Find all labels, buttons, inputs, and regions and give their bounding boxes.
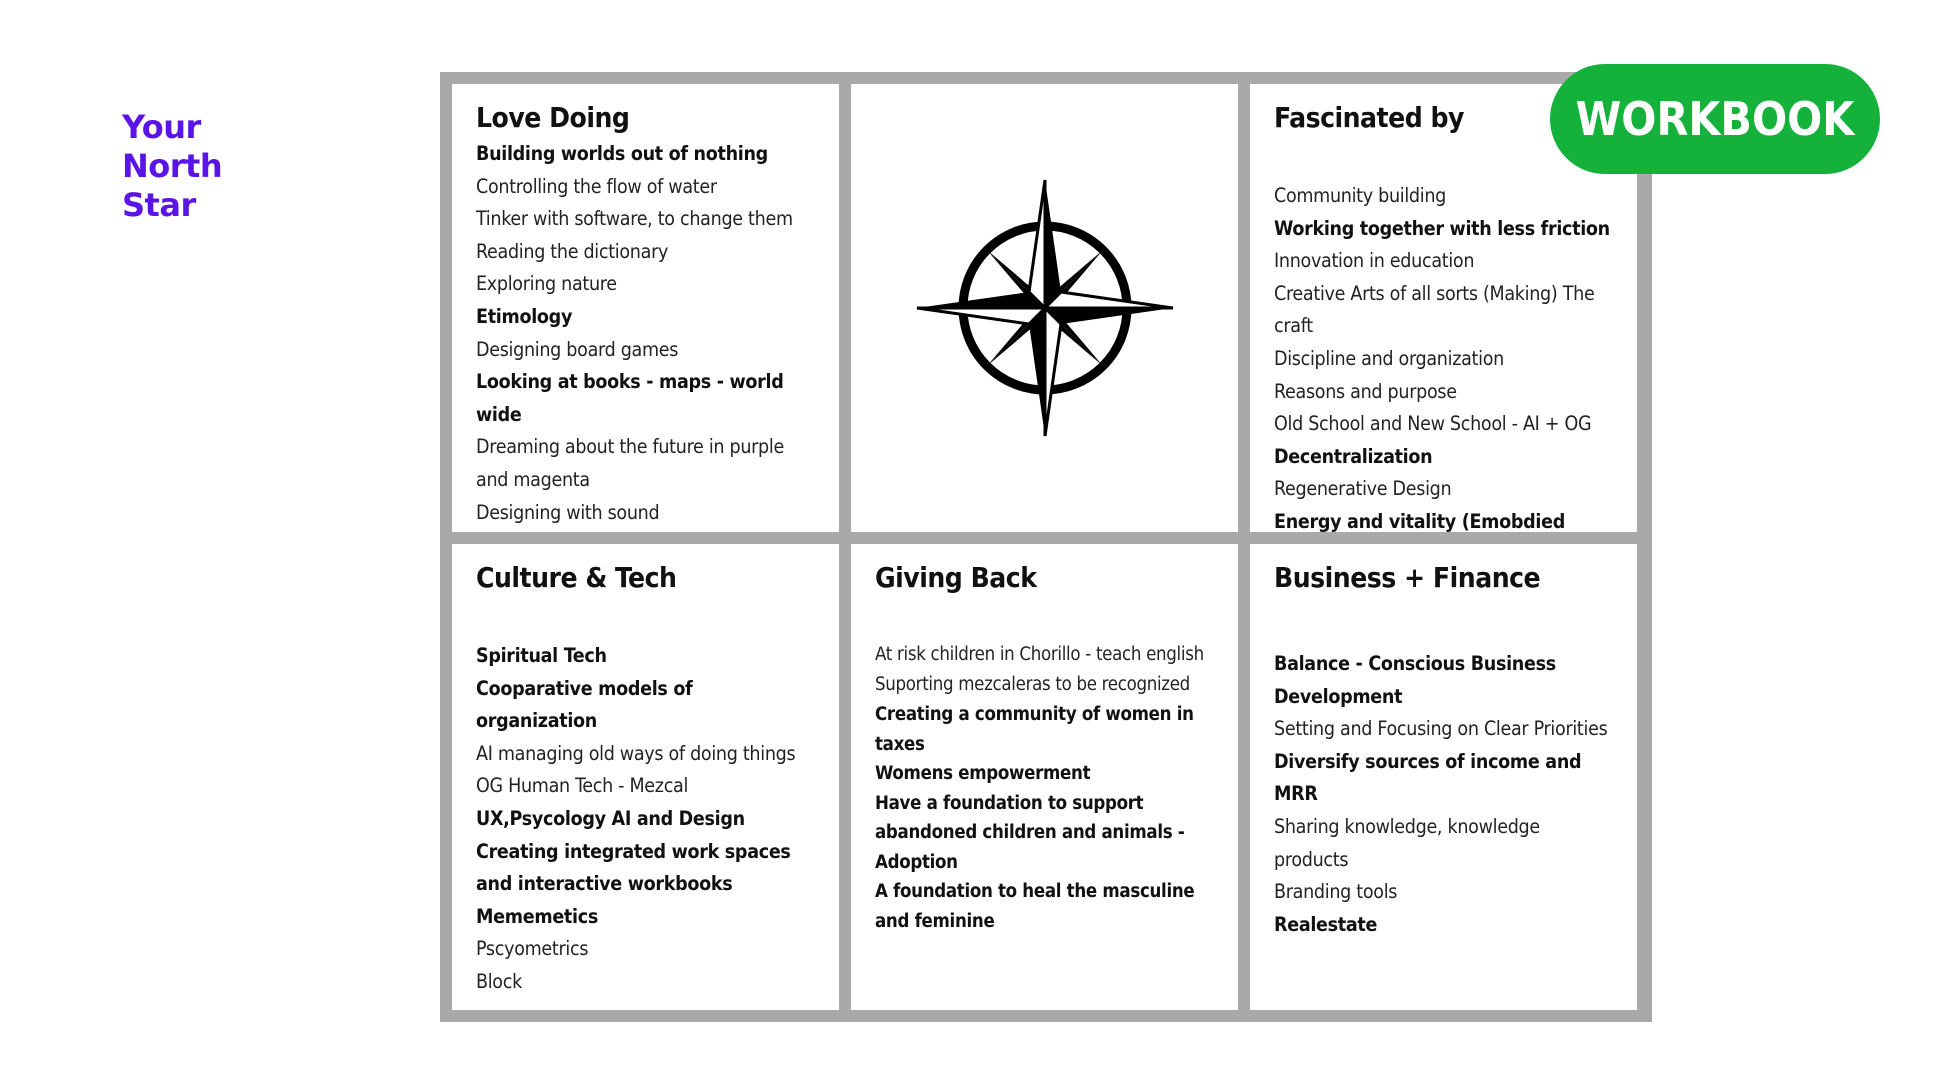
page-title-line-2: North: [122, 147, 223, 185]
workbook-badge-button[interactable]: WORKBOOK: [1550, 64, 1880, 174]
list-item: Old School and New School - AI + OG: [1274, 412, 1592, 436]
list-item: AI managing old ways of doing things: [476, 741, 796, 765]
list-item: Reading the dictionary: [476, 239, 669, 263]
cell-giving-back: [851, 544, 1238, 1010]
list-fascinated-by: [1274, 180, 1615, 571]
list-item: Designing with sound: [476, 500, 660, 524]
list-item: Branding tools: [1274, 880, 1398, 904]
list-item: Discipline and organization: [1274, 346, 1504, 370]
page-title: [122, 108, 262, 225]
list-item: Diversify sources of income and MRR: [1274, 749, 1582, 806]
list-item: Innovation in education: [1274, 249, 1475, 273]
cell-title-business-finance: Business + Finance: [1274, 561, 1541, 594]
cell-title-culture-tech: Culture & Tech: [476, 561, 677, 594]
list-item: Dreaming about the future in purple and magenta: [476, 435, 784, 491]
cell-compass: [851, 84, 1238, 532]
list-item: Regenerative Design: [1274, 477, 1452, 501]
list-item: Building worlds out of nothing: [476, 142, 768, 165]
north-star-grid: [440, 72, 1652, 1022]
list-item: Setting and Focusing on Clear Priorities: [1274, 717, 1608, 741]
list-item: A foundation to heal the masculine and feminine: [875, 881, 1195, 932]
list-business-finance: [1274, 648, 1615, 941]
cell-title-love-doing: Love Doing: [476, 101, 630, 134]
list-item: Spiritual Tech: [476, 644, 607, 667]
list-item: Mememetics: [476, 904, 598, 928]
list-item: Cooparative models of organization: [476, 676, 693, 733]
list-item: Creating a community of women in taxes: [875, 704, 1194, 755]
cell-title-fascinated-by: Fascinated by: [1274, 101, 1464, 134]
list-item: Exploring nature: [476, 272, 617, 296]
list-item: Creating integrated work spaces and interactive workbooks: [476, 839, 791, 896]
page-title-line-1: Your: [122, 108, 201, 146]
list-item: Creative Arts of all sorts (Making) The craft: [1274, 281, 1595, 338]
list-item: Energy and vitality (Emobdied: [1274, 509, 1565, 533]
list-item: Decentralization: [1274, 444, 1433, 468]
list-item: Etimology: [476, 304, 573, 328]
list-item: Realestate: [1274, 912, 1378, 936]
page-title-line-3: Star: [122, 186, 196, 224]
cell-business-finance: [1250, 544, 1637, 1010]
list-item: Pscyometrics: [476, 937, 589, 961]
list-love-doing: [476, 138, 817, 529]
list-item: Looking at books - maps - world wide: [476, 370, 784, 426]
cell-love-doing: [452, 84, 839, 532]
list-item: Community building: [1274, 184, 1446, 207]
list-giving-back: [875, 640, 1216, 936]
compass-rose-icon: [935, 198, 1155, 418]
list-item: Working together with less friction: [1274, 216, 1610, 240]
cell-culture-tech: [452, 544, 839, 1010]
list-item: At risk children in Chorillo - teach english: [875, 644, 1204, 665]
list-item: Reasons and purpose: [1274, 379, 1457, 403]
list-item: Womens empowerment: [875, 763, 1091, 784]
list-culture-tech: [476, 640, 817, 999]
list-item: Tinker with software, to change them: [476, 207, 793, 231]
list-item: Suporting mezcaleras to be recognized: [875, 674, 1190, 695]
list-item: Have a foundation to support abandoned children and animals - Adoption: [875, 792, 1185, 873]
list-item: Controlling the flow of water: [476, 174, 717, 198]
list-item: OG Human Tech - Mezcal: [476, 774, 689, 798]
list-item: Sharing knowledge, knowledge products: [1274, 814, 1540, 871]
list-item: Designing board games: [476, 337, 679, 361]
list-item: Balance - Conscious Business Development: [1274, 652, 1556, 708]
cell-title-giving-back: Giving Back: [875, 561, 1037, 594]
list-item: Block: [476, 969, 522, 993]
list-item: UX,Psycology AI and Design: [476, 806, 745, 830]
